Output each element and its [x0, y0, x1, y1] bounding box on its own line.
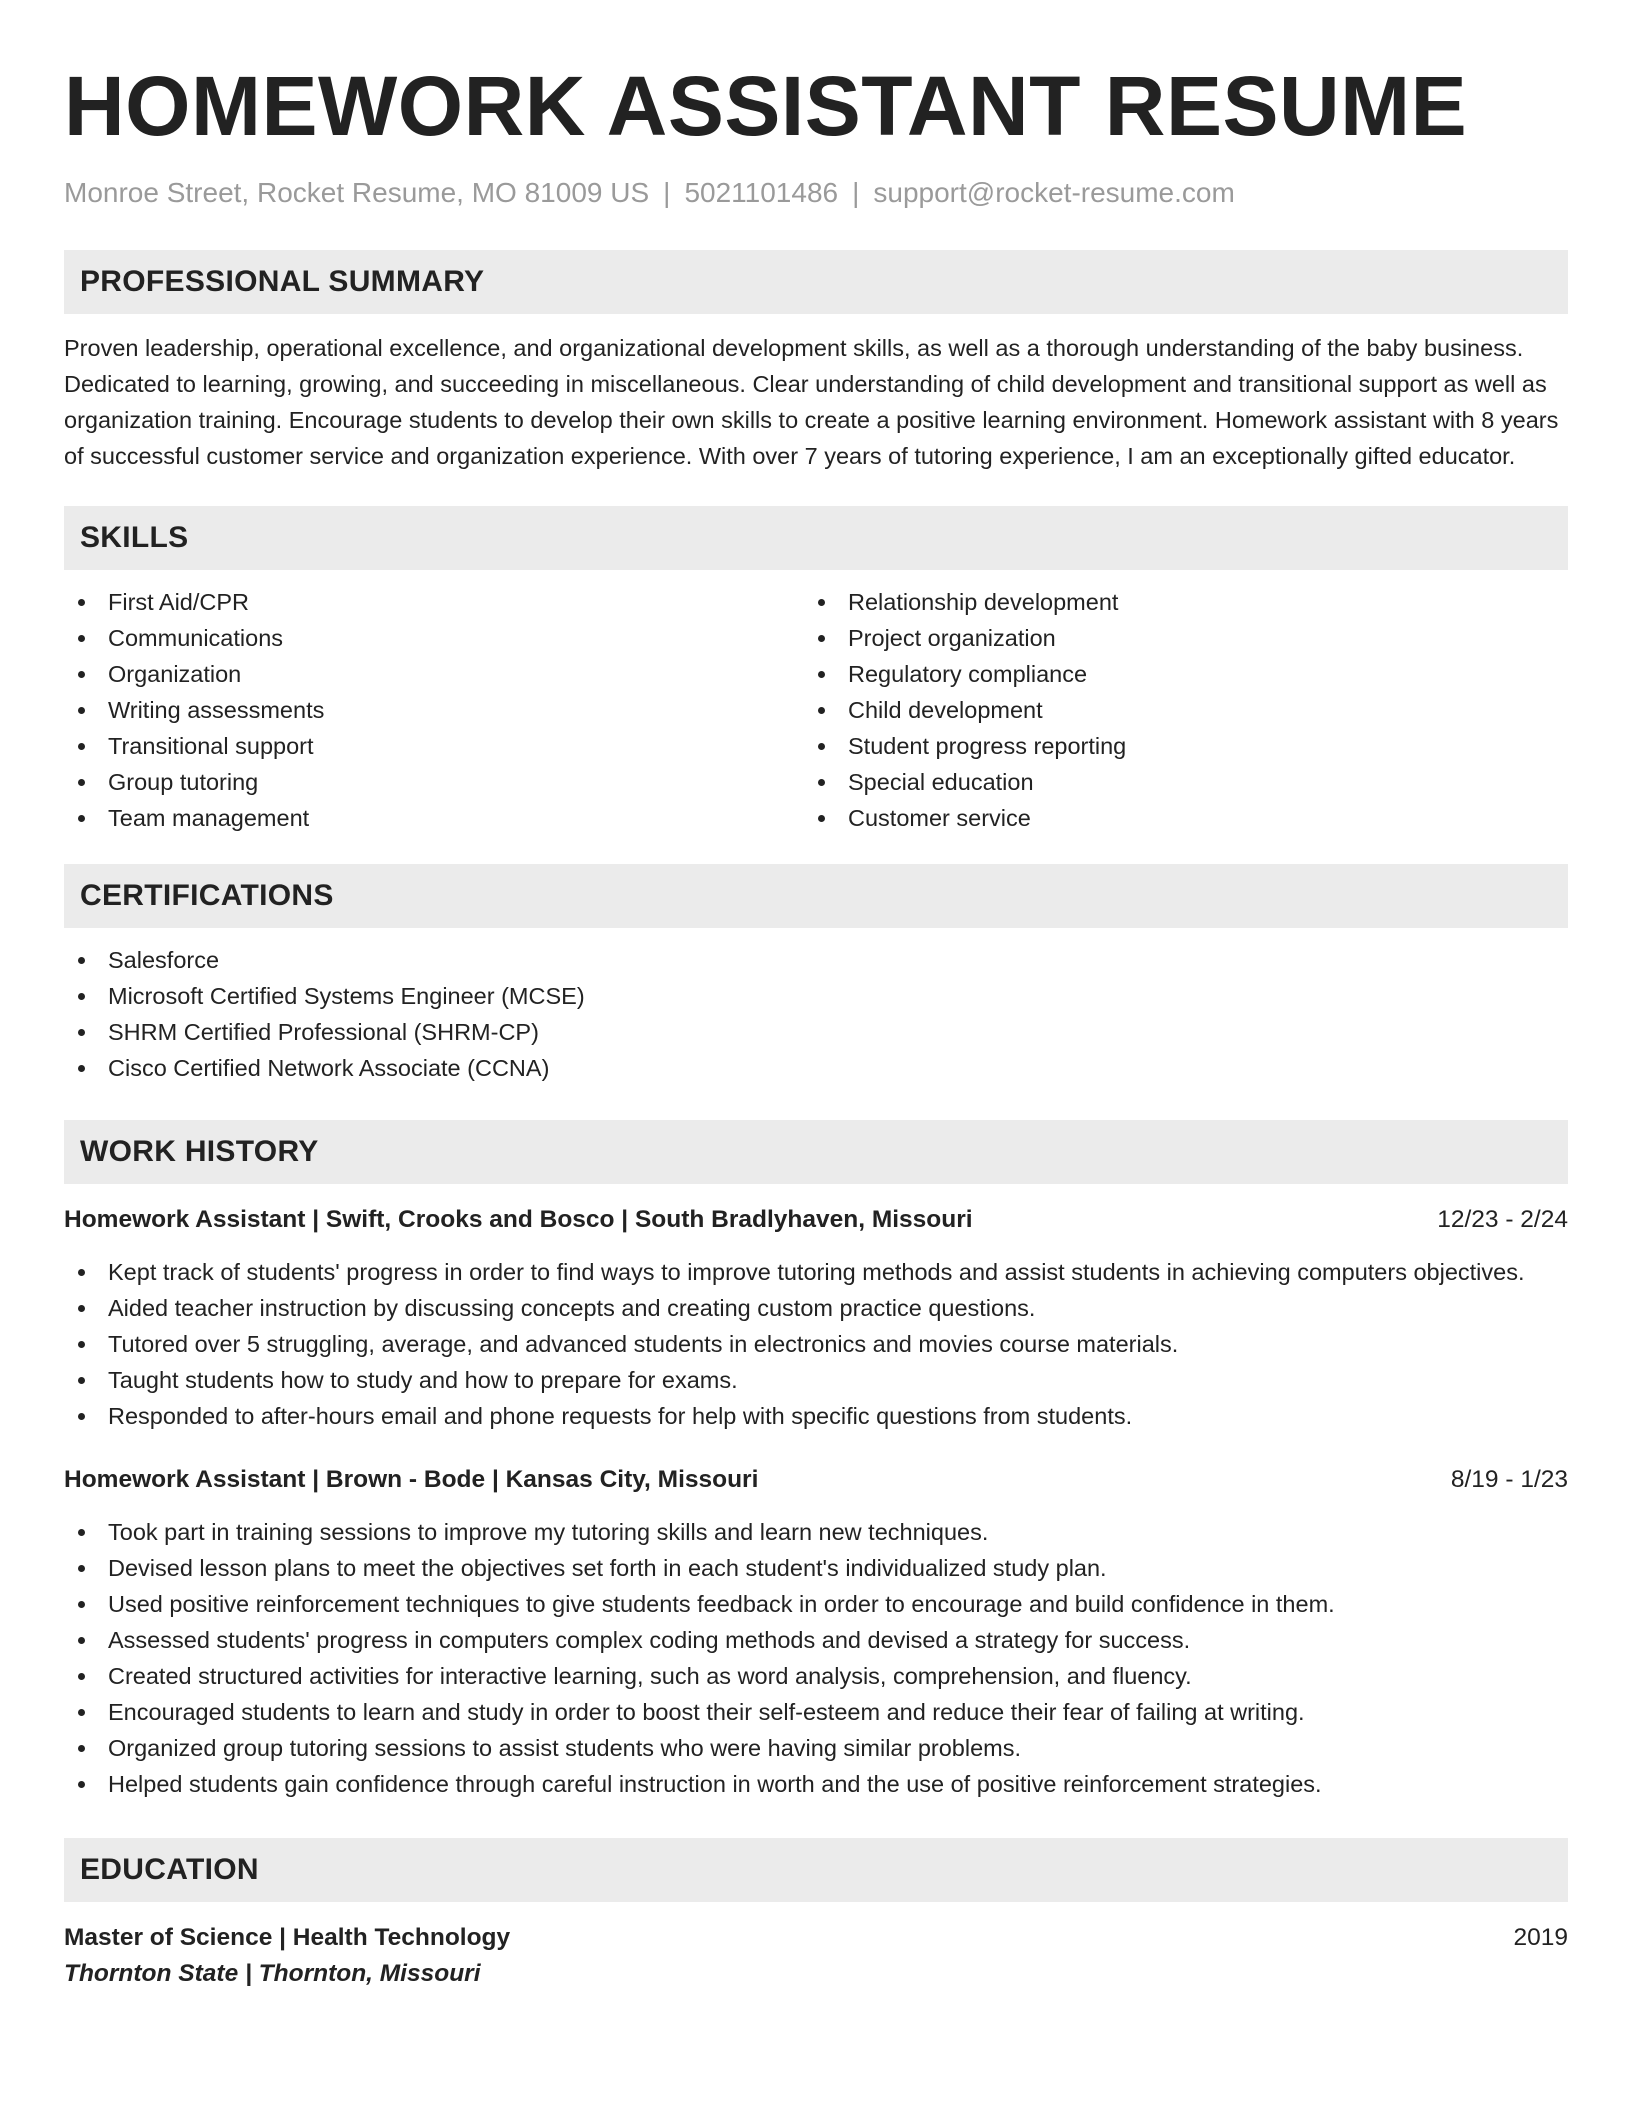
job-duty-item: Created structured activities for interactive learning, such as word analysis, comprehension, and fluency. [64, 1658, 1568, 1694]
certification-item: Cisco Certified Network Associate (CCNA) [64, 1050, 1568, 1086]
job-duty-item: Helped students gain confidence through careful instruction in worth and the use of positive reinforcement strategies. [64, 1766, 1568, 1802]
education-heading: EDUCATION [64, 1838, 1568, 1902]
job-header [64, 1202, 1568, 1238]
contact-phone: 5021101486 [684, 177, 839, 208]
job-duty-item: Kept track of students' progress in order to find ways to improve tutoring methods and assist students in achieving computers objectives. [64, 1254, 1568, 1290]
skill-item: Child development [804, 692, 1544, 728]
skill-item: Communications [64, 620, 804, 656]
job-duty-item: Taught students how to study and how to prepare for exams. [64, 1362, 1568, 1398]
contact-address: Monroe Street, Rocket Resume, MO 81009 US [64, 177, 650, 208]
job-duty-item: Responded to after-hours email and phone requests for help with specific questions from students. [64, 1398, 1568, 1434]
certifications-heading: CERTIFICATIONS [64, 864, 1568, 928]
job-duty-item: Took part in training sessions to improve my tutoring skills and learn new techniques. [64, 1514, 1568, 1550]
skills-column-right [804, 584, 1544, 836]
education-header [64, 1920, 1568, 1956]
skill-item: Student progress reporting [804, 728, 1544, 764]
skill-item: Transitional support [64, 728, 804, 764]
job-title: Homework Assistant | Brown - Bode | Kansas City, Missouri [64, 1466, 759, 1493]
job-duty-item: Encouraged students to learn and study in order to boost their self-esteem and reduce their fear of failing at writing. [64, 1694, 1568, 1730]
skill-item: Organization [64, 656, 804, 692]
job-dates: 12/23 - 2/24 [1437, 1206, 1568, 1233]
job-entry [64, 1202, 1568, 1434]
skill-item: Writing assessments [64, 692, 804, 728]
job-duties [64, 1514, 1568, 1802]
certification-item: Microsoft Certified Systems Engineer (MCSE) [64, 978, 1568, 1014]
education-year: 2019 [1513, 1924, 1568, 1951]
job-duty-item: Used positive reinforcement techniques to give students feedback in order to encourage and build confidence in them. [64, 1586, 1568, 1622]
resume-title: HOMEWORK ASSISTANT RESUME [64, 59, 1468, 153]
certification-item: SHRM Certified Professional (SHRM-CP) [64, 1014, 1568, 1050]
skill-item: Special education [804, 764, 1544, 800]
work-history-heading: WORK HISTORY [64, 1120, 1568, 1184]
education-entry [64, 1920, 1568, 1992]
skill-item: First Aid/CPR [64, 584, 804, 620]
summary-heading: PROFESSIONAL SUMMARY [64, 250, 1568, 314]
skill-item: Customer service [804, 800, 1544, 836]
job-duty-item: Devised lesson plans to meet the objectives set forth in each student's individualized study plan. [64, 1550, 1568, 1586]
skill-item: Regulatory compliance [804, 656, 1544, 692]
skills-list [64, 584, 1568, 836]
skill-item: Team management [64, 800, 804, 836]
contact-separator: | [663, 177, 671, 208]
job-duties [64, 1254, 1568, 1434]
contact-email: support@rocket-resume.com [873, 177, 1235, 208]
job-duty-item: Organized group tutoring sessions to assist students who were having similar problems. [64, 1730, 1568, 1766]
skill-item: Relationship development [804, 584, 1544, 620]
skills-heading: SKILLS [64, 506, 1568, 570]
job-duty-item: Assessed students' progress in computers complex coding methods and devised a strategy for success. [64, 1622, 1568, 1658]
job-entry [64, 1462, 1568, 1802]
job-duty-item: Aided teacher instruction by discussing concepts and creating custom practice questions. [64, 1290, 1568, 1326]
skill-item: Project organization [804, 620, 1544, 656]
certifications-list [64, 942, 1568, 1086]
skills-column-left [64, 584, 804, 836]
skill-item: Group tutoring [64, 764, 804, 800]
job-dates: 8/19 - 1/23 [1450, 1466, 1568, 1493]
summary-text: Proven leadership, operational excellence, and organizational development skills, as well as a thorough understanding of the baby business. Dedicated to learning, growing, and succeeding in miscellaneous. Clear understanding of child development and transitional support as well as organization training. Encourage students to develop their own skills to create a positive learning environment. Homework assistant with 8 years of successful customer service and organization experience. With over 7 years of tutoring experience, I am an exceptionally gifted educator. [64, 335, 1559, 469]
education-degree: Master of Science | Health Technology [64, 1924, 511, 1951]
contact-line [64, 176, 1568, 210]
certification-item: Salesforce [64, 942, 1568, 978]
job-title: Homework Assistant | Swift, Crooks and Bosco | South Bradlyhaven, Missouri [64, 1206, 973, 1233]
job-duty-item: Tutored over 5 struggling, average, and advanced students in electronics and movies course materials. [64, 1326, 1568, 1362]
contact-separator: | [852, 177, 860, 208]
education-school: Thornton State | Thornton, Missouri [64, 1960, 481, 1987]
job-header [64, 1462, 1568, 1498]
